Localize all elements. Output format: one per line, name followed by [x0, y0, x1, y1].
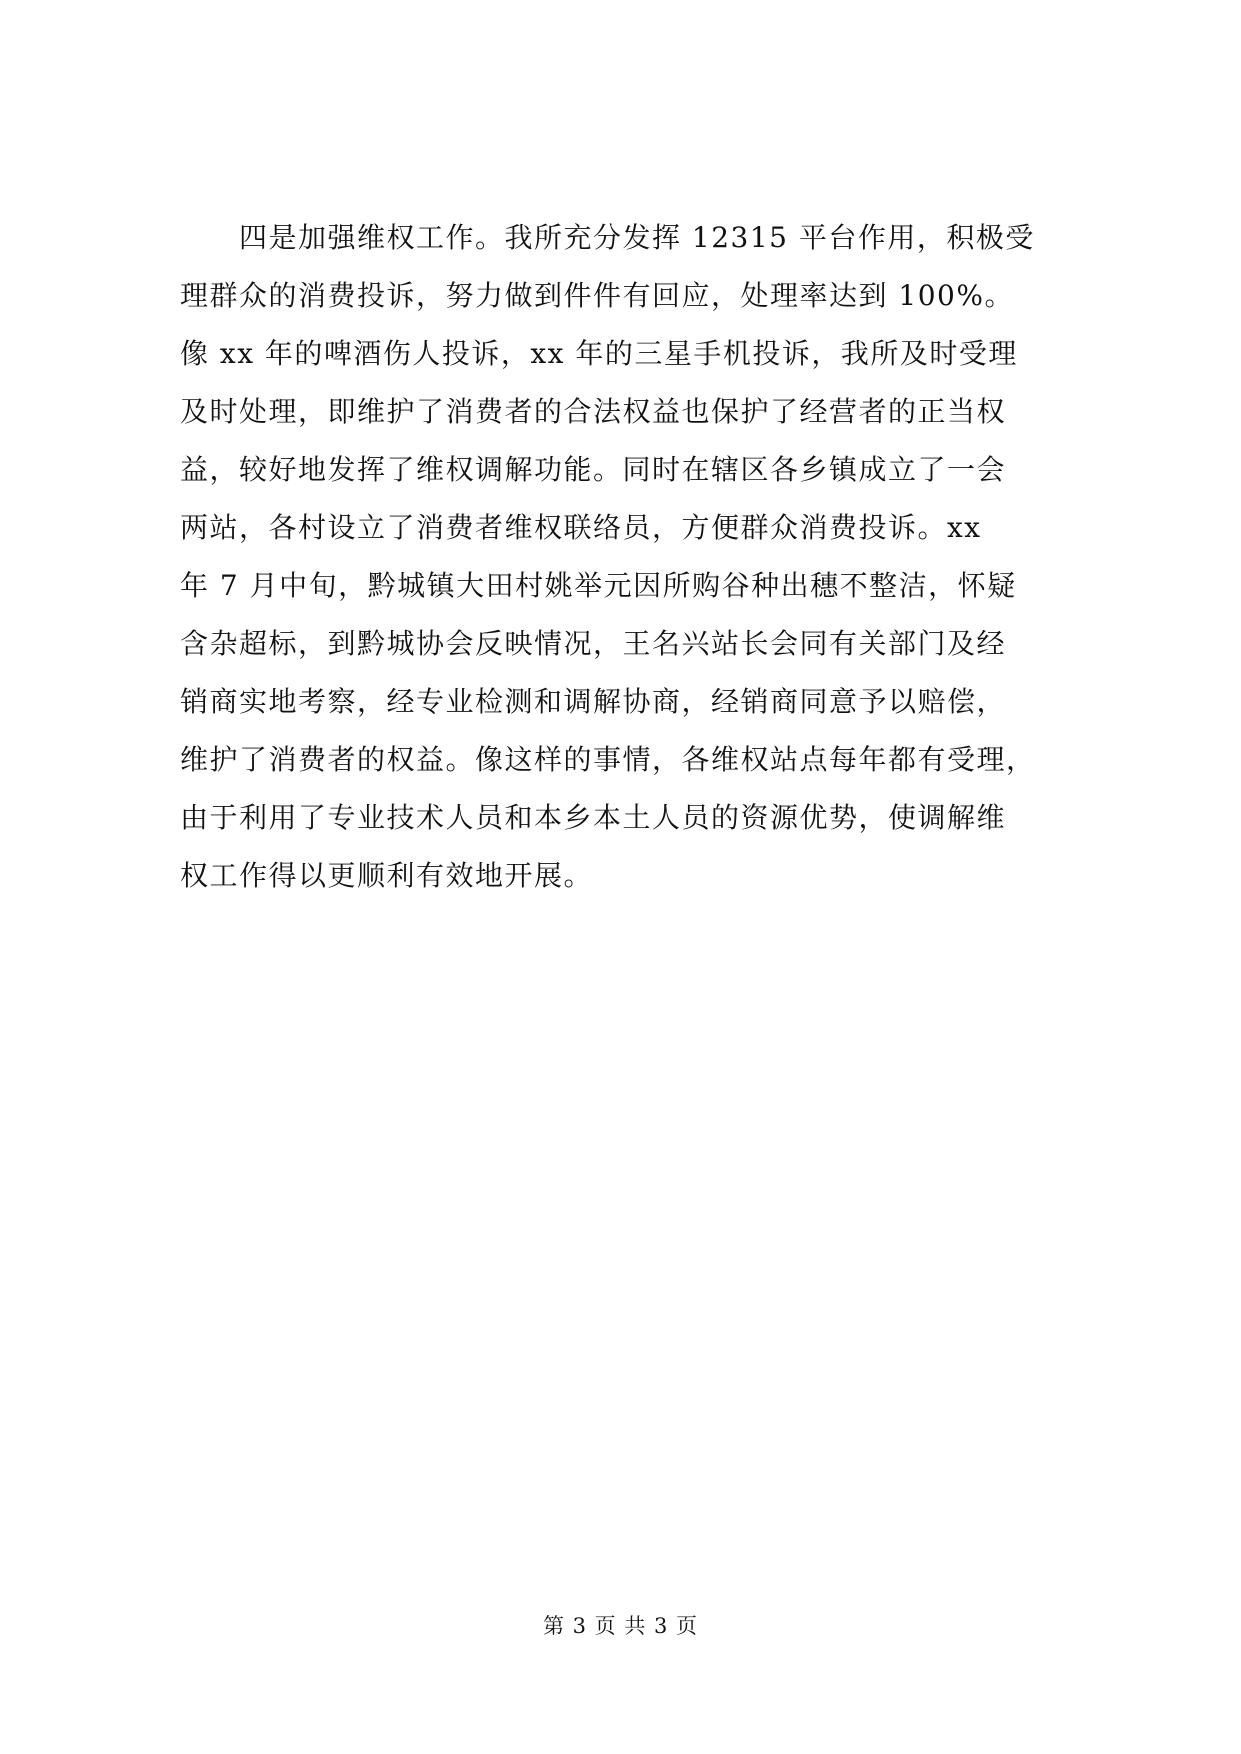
paragraph-line: 维护了消费者的权益。像这样的事情，各维权站点每年都有受理， [180, 743, 1036, 776]
paragraph-line: 益，较好地发挥了维权调解功能。同时在辖区各乡镇成立了一会 [180, 453, 1007, 486]
paragraph-line: 理群众的消费投诉，努力做到件件有回应，处理率达到 100%。 [180, 279, 1014, 312]
paragraph-line: 两站，各村设立了消费者维权联络员，方便群众消费投诉。xx [180, 511, 982, 544]
paragraph-line: 及时处理，即维护了消费者的合法权益也保护了经营者的正当权 [180, 395, 1007, 428]
page-number-footer: 第 3 页 共 3 页 [542, 1614, 699, 1638]
paragraph-line: 销商实地考察，经专业检测和调解协商，经销商同意予以赔偿， [180, 685, 1007, 718]
paragraph-line: 四是加强维权工作。我所充分发挥 12315 平台作用，积极受 [180, 221, 1035, 254]
paragraph-line: 像 xx 年的啤酒伤人投诉，xx 年的三星手机投诉，我所及时受理 [180, 337, 1018, 370]
paragraph-line: 含杂超标，到黔城协会反映情况，王名兴站长会同有关部门及经 [180, 627, 1007, 660]
paragraph-line: 权工作得以更顺利有效地开展。 [180, 859, 594, 892]
paragraph-line: 由于利用了专业技术人员和本乡本土人员的资源优势，使调解维 [180, 801, 1007, 834]
paragraph-line: 年 7 月中旬，黔城镇大田村姚举元因所购谷种出穗不整洁，怀疑 [180, 569, 1017, 602]
